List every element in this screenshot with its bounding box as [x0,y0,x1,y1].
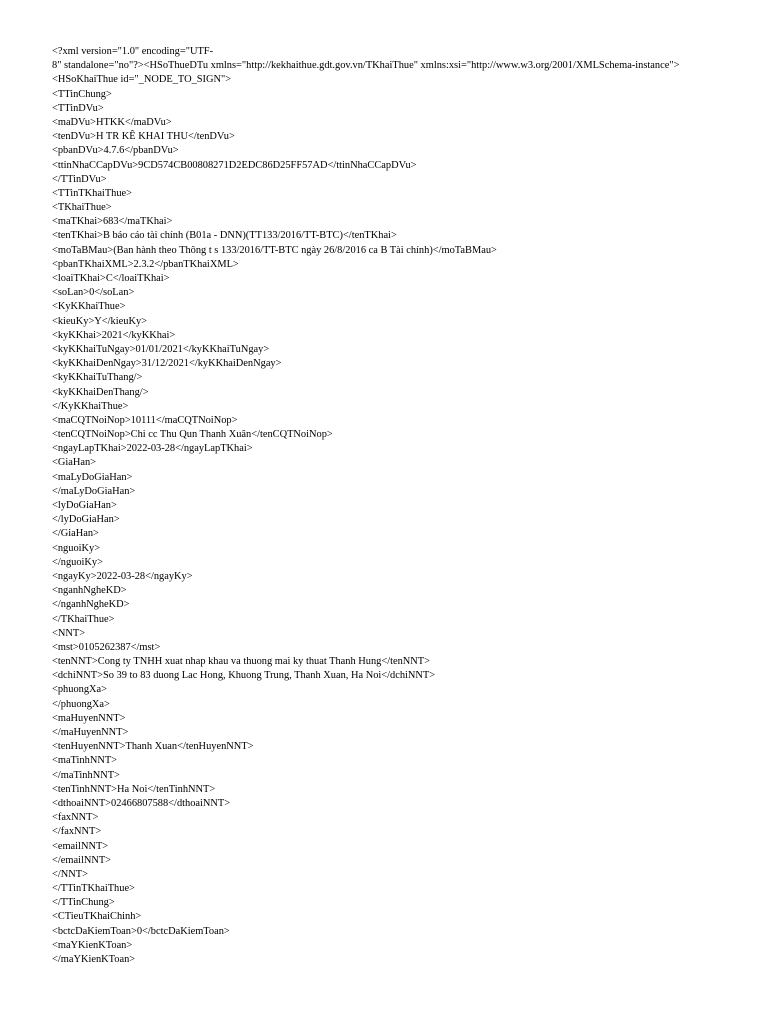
xml-line: </emailNNT> [52,854,112,866]
xml-line: <ngayLapTKhai>2022-03-28</ngayLapTKhai> [52,443,253,455]
xml-line: </maYKienKToan> [52,954,136,965]
xml-line: <maHuyenNNT> [52,712,126,724]
xml-line: <loaiTKhai>C</loaiTKhai> [52,273,170,284]
xml-line: <tenNNT>Cong ty TNHH xuat nhap khau va thuong mai ky thuat Thanh Hung</tenNNT> [52,656,431,668]
xml-line: </TTinChung> [52,897,115,909]
xml-line: <kyKKhai>2021</kyKKhai> [52,329,176,341]
xml-line: <lyDoGiaHan> [52,500,117,511]
xml-line: </nganhNgheKD> [52,599,130,611]
xml-line: <ngayKy>2022-03-28</ngayKy> [52,570,193,582]
xml-line: <maTinhNNT> [52,755,118,767]
xml-line: <TKhaiThue> [52,202,112,214]
xml-line: <?xml version="1.0" encoding="UTF- [52,46,214,57]
xml-line: <kyKKhaiDenNgay>31/12/2021</kyKKhaiDenNgay> [52,358,282,370]
xml-line: <tenTinhNNT>Ha Noi</tenTinhNNT> [52,783,216,795]
xml-line: <pbanDVu>4.7.6</pbanDVu> [52,145,179,157]
xml-line: <KyKKhaiThue> [52,301,126,313]
xml-line: <dchiNNT>So 39 to 83 duong Lac Hong, Khuong Trung, Thanh Xuan, Ha Noi</dchiNNT> [52,670,436,682]
xml-line: <kyKKhaiDenThang/> [52,386,149,398]
xml-line: </nguoiKy> [52,556,103,568]
xml-line: <nganhNgheKD> [52,585,127,597]
xml-document [52,45,752,967]
xml-line: <emailNNT> [52,840,109,852]
xml-line: <tenCQTNoiNop>Chi cc Thu Qun Thanh Xuân</tenCQTNoiNop> [52,429,333,441]
xml-line: <maYKienKToan> [52,939,133,951]
xml-line: <maDVu>HTKK</maDVu> [52,116,172,128]
xml-line: </phuongXa> [52,698,110,710]
xml-line: </maHuyenNNT> [52,727,129,738]
xml-line: <phuongXa> [52,684,108,696]
xml-line: <kieuKy>Y</kieuKy> [52,315,148,327]
xml-line: <moTaBMau>(Ban hành theo Thông t s 133/2016/TT-BTC ngày 26/8/2016 ca B Tài chính)</moTaBMau> [52,244,497,256]
xml-line: </NNT> [52,868,88,880]
xml-line: <NNT> [52,627,86,639]
xml-line: <TTinDVu> [52,102,104,114]
xml-line: <soLan>0</soLan> [52,287,135,299]
xml-line: <TTinTKhaiThue> [52,187,133,199]
xml-line: <tenDVu>H TR KÊ KHAI THU</tenDVu> [52,131,235,143]
xml-line: <HSoKhaiThue id="_NODE_TO_SIGN"> [52,74,232,86]
xml-line: </faxNNT> [52,826,102,838]
xml-line: <faxNNT> [52,812,99,824]
xml-line: <tenHuyenNNT>Thanh Xuan</tenHuyenNNT> [52,741,254,753]
xml-line: </TTinTKhaiThue> [52,883,135,895]
xml-line: <pbanTKhaiXML>2.3.2</pbanTKhaiXML> [52,258,239,270]
xml-line: <mst>0105262387</mst> [52,641,161,653]
xml-line: <kyKKhaiTuThang/> [52,372,143,384]
xml-line: </lyDoGiaHan> [52,514,120,526]
xml-line: <tenTKhai>B báo cáo tài chính (B01a - DNN)(TT133/2016/TT-BTC)</tenTKhai> [52,230,397,242]
xml-line: <dthoaiNNT>02466807588</dthoaiNNT> [52,797,231,809]
xml-line: <TTinChung> [52,88,112,100]
xml-line: <maCQTNoiNop>10111</maCQTNoiNop> [52,414,238,426]
xml-line: </maLyDoGiaHan> [52,485,136,497]
xml-line: </GiaHan> [52,528,99,540]
xml-line: 8" standalone="no"?><HSoThueDTu xmlns="http://kekhaithue.gdt.gov.vn/TKhaiThue" xmlns:xsi="http://www.w3.org/2001/XMLSchema-instance"> [52,60,680,72]
xml-line: </maTinhNNT> [52,769,120,781]
xml-line: </TKhaiThue> [52,613,115,625]
xml-line: </TTinDVu> [52,173,107,185]
xml-line: <nguoiKy> [52,542,101,554]
xml-line: <maLyDoGiaHan> [52,471,133,483]
xml-line: <bctcDaKiemToan>0</bctcDaKiemToan> [52,925,230,937]
xml-line: <GiaHan> [52,457,97,469]
xml-line: <ttinNhaCCapDVu>9CD574CB00808271D2EDC86D25FF57AD</ttinNhaCCapDVu> [52,159,417,171]
xml-line: </KyKKhaiThue> [52,400,129,412]
xml-line: <CTieuTKhaiChinh> [52,911,142,923]
xml-line: <maTKhai>683</maTKhai> [52,216,173,228]
xml-line: <kyKKhaiTuNgay>01/01/2021</kyKKhaiTuNgay> [52,343,270,355]
